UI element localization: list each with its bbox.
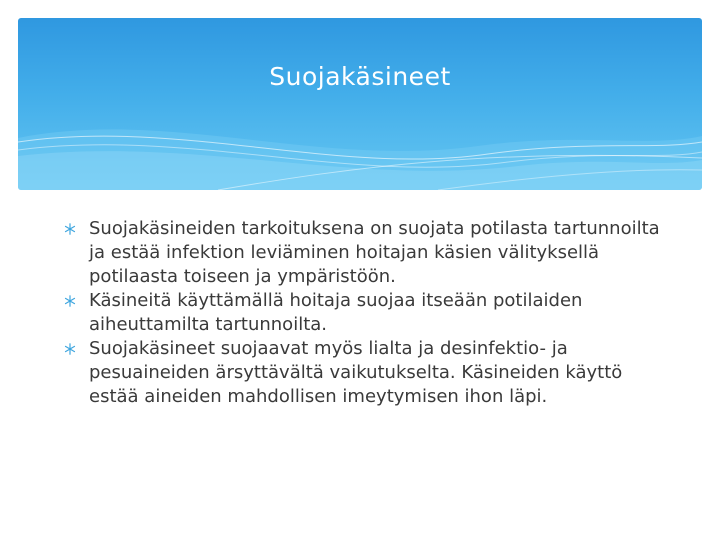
bullet-text: Suojakäsineiden tarkoituksena on suojata potilasta tartunnoilta ja estää infektion leviäminen hoitajan käsien välityksellä potilaasta toiseen ja ympäristöön. (89, 218, 660, 287)
asterisk-bullet-icon (64, 292, 78, 306)
bullet-list (64, 217, 664, 409)
slide-title: Suojakäsineet (269, 62, 451, 91)
list-item (64, 217, 664, 289)
wave-decoration (18, 18, 702, 190)
slide-body (64, 217, 664, 409)
list-item (64, 337, 664, 409)
title-banner (18, 18, 702, 190)
bullet-text: Suojakäsineet suojaavat myös lialta ja desinfektio- ja pesuaineiden ärsyttävältä vaikutukselta. Käsineiden käyttö estää aineiden mahdollisen imeytymisen ihon läpi. (89, 338, 623, 407)
asterisk-bullet-icon (64, 220, 78, 234)
list-item (64, 289, 664, 337)
bullet-text: Käsineitä käyttämällä hoitaja suojaa itseään potilaiden aiheuttamilta tartunnoilta. (89, 290, 583, 335)
asterisk-bullet-icon (64, 340, 78, 354)
